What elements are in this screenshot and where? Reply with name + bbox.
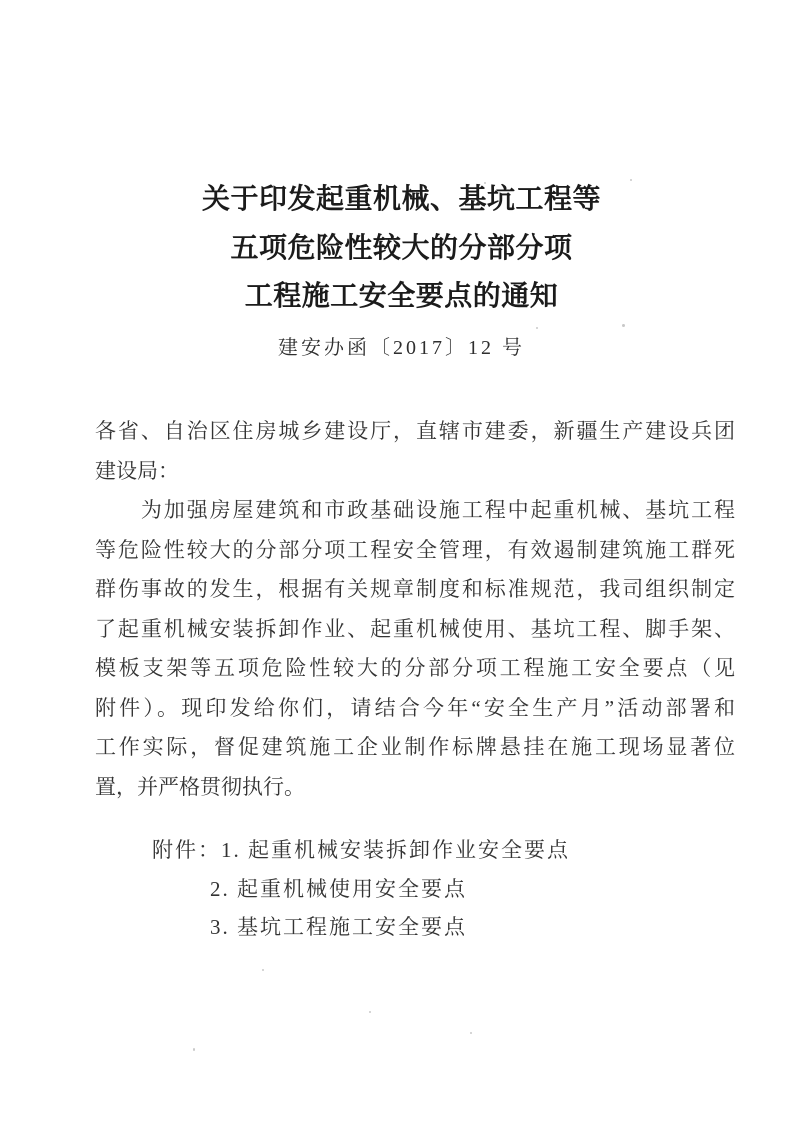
body-line: 等危险性较大的分部分项工程安全管理，有效遏制建筑施工群死	[95, 537, 735, 562]
body-line: 各省、自治区住房城乡建设厅，直辖市建委，新疆生产建设兵团	[95, 419, 735, 443]
body-line: 群伤事故的发生，根据有关规章制度和标准规范，我司组织制定	[95, 577, 735, 601]
attachment-label: 附件：	[152, 838, 221, 862]
attachment-list	[152, 831, 570, 947]
attachment-item: 2. 起重机械使用安全要点	[210, 876, 467, 901]
title-line-2: 五项危险性较大的分部分项	[230, 232, 573, 264]
document-number: 建安办函〔2017〕12 号	[278, 337, 525, 359]
body-line: 了起重机械安装拆卸作业、起重机械使用、基坑工程、脚手架、	[95, 616, 735, 641]
scan-speckle	[536, 327, 538, 329]
document-body	[95, 412, 735, 807]
document-title	[0, 176, 803, 322]
title-line-3: 工程施工安全要点的通知	[244, 281, 559, 312]
body-line: 模板支架等五项危险性较大的分部分项工程施工安全要点（见	[95, 656, 735, 680]
scan-speckle	[622, 324, 625, 327]
body-line: 置，并严格贯彻执行。	[95, 774, 305, 799]
attachment-item: 3. 基坑工程施工安全要点	[210, 915, 467, 940]
body-line: 附件）。现印发给你们，请结合今年“安全生产月”活动部署和	[95, 695, 735, 720]
scan-speckle	[630, 179, 632, 181]
scan-speckle	[193, 1048, 195, 1051]
attachment-item	[152, 831, 570, 870]
attachment-item-text: 1. 起重机械安装拆卸作业安全要点	[221, 838, 570, 862]
scan-speckle	[470, 1032, 472, 1034]
scan-speckle	[369, 1011, 371, 1013]
body-line: 工作实际，督促建筑施工企业制作标牌悬挂在施工现场显著位	[95, 735, 735, 759]
body-line: 建设局：	[95, 458, 179, 483]
title-line-1: 关于印发起重机械、基坑工程等	[201, 184, 601, 215]
scan-speckle	[484, 182, 486, 184]
scan-speckle	[262, 969, 264, 971]
body-line: 为加强房屋建筑和市政基础设施工程中起重机械、基坑工程	[95, 498, 735, 522]
